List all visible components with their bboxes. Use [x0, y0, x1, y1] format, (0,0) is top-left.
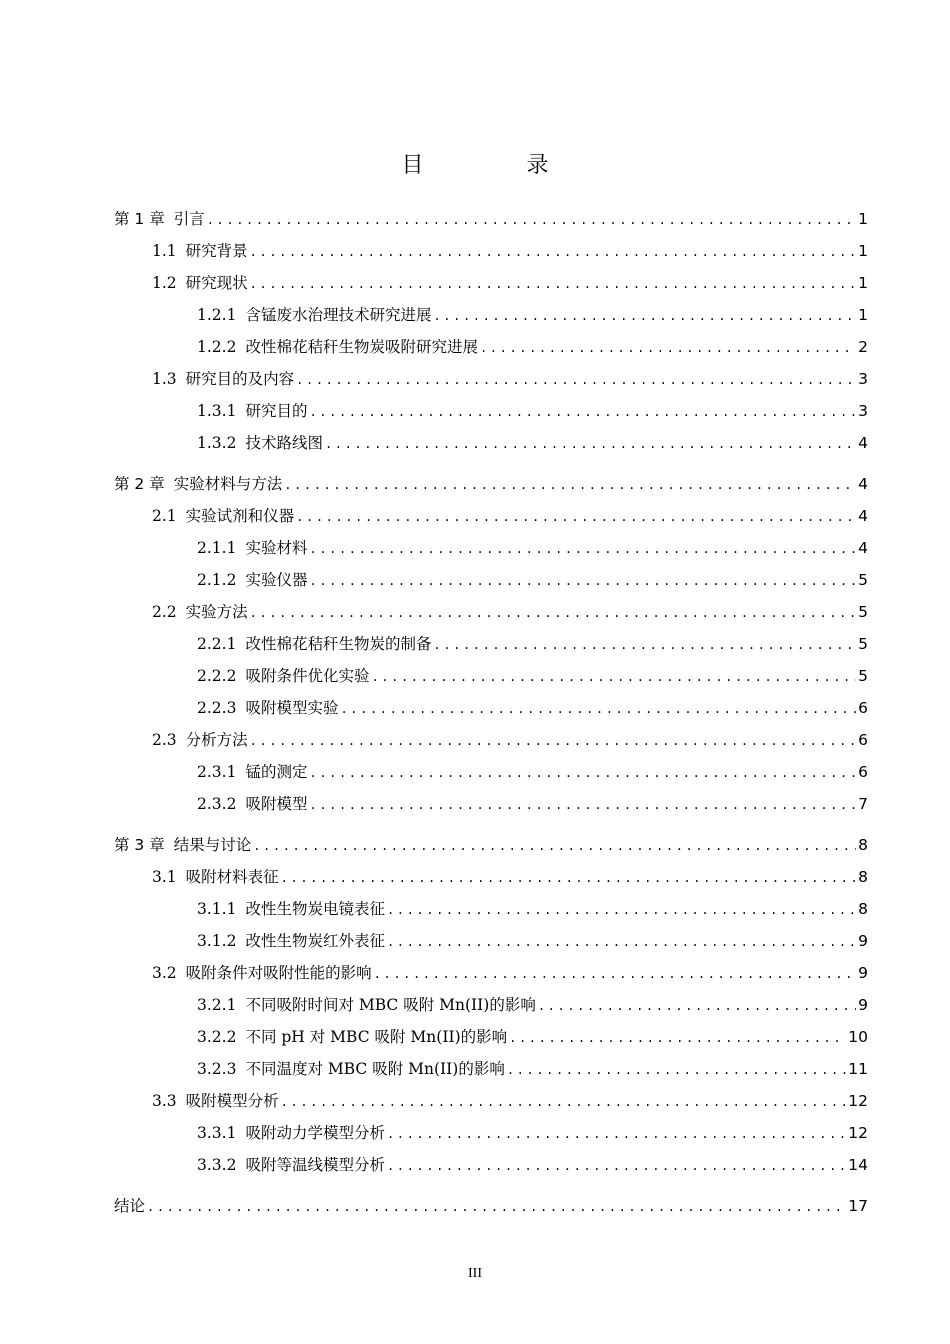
toc-entry-page: 1	[858, 306, 868, 324]
toc-entry-page: 8	[858, 836, 868, 854]
toc-entry-number: 3.2	[152, 964, 177, 982]
toc-entry-number: 第 1 章	[114, 210, 165, 228]
toc-entry-number: 2.1.2	[197, 571, 237, 589]
dot-leader	[250, 731, 856, 751]
toc-entry-title: 吸附模型实验	[245, 699, 339, 717]
toc-entry-title: 技术路线图	[245, 434, 323, 452]
dot-leader	[387, 1124, 846, 1144]
dot-leader	[147, 1197, 846, 1217]
toc-entry-number: 1.3.1	[197, 402, 237, 420]
toc-entry-number: 1.1	[152, 242, 177, 260]
toc-entry-number: 1.2.1	[197, 306, 237, 324]
dot-leader	[309, 402, 856, 422]
toc-entry-page: 5	[858, 571, 868, 589]
toc-entry-title: 研究目的及内容	[185, 370, 295, 388]
toc-entry-number: 3.1.2	[197, 932, 237, 950]
dot-leader	[433, 635, 856, 655]
dot-leader	[371, 667, 856, 687]
toc-entry[interactable]	[114, 1196, 868, 1217]
toc-entry-title: 实验方法	[185, 603, 248, 621]
dot-leader	[253, 836, 856, 856]
toc-entry-page: 8	[858, 900, 868, 918]
toc-entry-title: 结论	[114, 1197, 146, 1215]
toc-entry[interactable]	[197, 337, 868, 358]
toc-entry-page: 6	[858, 731, 868, 749]
toc-entry[interactable]	[197, 794, 868, 815]
dot-leader	[309, 539, 856, 559]
dot-leader	[480, 338, 856, 358]
toc-entry-page: 10	[848, 1028, 868, 1046]
toc-entry-title: 改性生物炭红外表征	[245, 932, 385, 950]
toc-entry-title: 引言	[173, 210, 205, 228]
toc-entry[interactable]	[197, 931, 868, 952]
toc-entry-page: 3	[858, 370, 868, 388]
toc-entry-number: 3.3.1	[197, 1124, 237, 1142]
toc-entry[interactable]	[197, 401, 868, 422]
dot-leader	[250, 274, 856, 294]
toc-entry-number: 第 3 章	[114, 836, 165, 854]
toc-entry-page: 6	[858, 763, 868, 781]
toc-entry-title: 吸附等温线模型分析	[245, 1156, 385, 1174]
toc-entry-number: 3.2.1	[197, 996, 237, 1014]
toc-entry-number: 2.2.3	[197, 699, 237, 717]
dot-leader	[433, 306, 856, 326]
toc-entry-title: 改性棉花秸秆生物炭的制备	[245, 635, 432, 653]
toc-entry[interactable]	[114, 209, 868, 230]
toc-entry-page: 8	[858, 868, 868, 886]
toc-entry[interactable]	[197, 305, 868, 326]
toc-entry[interactable]	[197, 698, 868, 719]
toc-entry-number: 2.3.1	[197, 763, 237, 781]
toc-entry-page: 1	[858, 274, 868, 292]
toc-entry-page: 9	[858, 996, 868, 1014]
toc-entry[interactable]	[197, 1155, 868, 1176]
toc-entry-number: 1.2.2	[197, 338, 237, 356]
toc-entry[interactable]	[197, 666, 868, 687]
toc-entry-page: 4	[858, 475, 868, 493]
toc-entry-page: 12	[848, 1124, 868, 1142]
toc-entry-page: 5	[858, 603, 868, 621]
toc-entry[interactable]	[197, 538, 868, 559]
dot-leader	[284, 475, 856, 495]
toc-entry-title: 吸附模型分析	[185, 1092, 279, 1110]
toc-entry-number: 3.2.2	[197, 1028, 237, 1046]
toc-entry-title: 不同温度对 MBC 吸附 Mn(II)的影响	[245, 1060, 505, 1078]
toc-entry-title: 吸附材料表征	[185, 868, 279, 886]
dot-leader	[250, 603, 856, 623]
toc-entry[interactable]	[152, 730, 868, 751]
toc-entry[interactable]	[152, 273, 868, 294]
toc-entry-page: 4	[858, 507, 868, 525]
toc-entry-title: 不同吸附时间对 MBC 吸附 Mn(II)的影响	[245, 996, 536, 1014]
toc-entry-page: 5	[858, 667, 868, 685]
toc-entry[interactable]	[152, 506, 868, 527]
toc-entry[interactable]	[152, 963, 868, 984]
toc-entry-page: 9	[858, 932, 868, 950]
toc-entry-page: 3	[858, 402, 868, 420]
toc-entry-title: 结果与讨论	[173, 836, 252, 854]
toc-entry-number: 2.2	[152, 603, 177, 621]
toc-entry[interactable]	[152, 867, 868, 888]
toc-entry-number: 3.3.2	[197, 1156, 237, 1174]
dot-leader	[309, 571, 856, 591]
toc-entry-number: 2.3	[152, 731, 177, 749]
toc-entry-title: 吸附条件对吸附性能的影响	[185, 964, 372, 982]
dot-leader	[340, 699, 856, 719]
toc-entry-title: 含锰废水治理技术研究进展	[245, 306, 432, 324]
toc-entry-page: 5	[858, 635, 868, 653]
dot-leader	[387, 932, 856, 952]
dot-leader	[387, 900, 856, 920]
toc-entry-title: 研究目的	[245, 402, 308, 420]
page-number-footer: III	[468, 1266, 482, 1281]
toc-entry[interactable]	[197, 634, 868, 655]
toc-entry-page: 1	[858, 242, 868, 260]
toc-entry-number: 3.2.3	[197, 1060, 237, 1078]
toc-entry-title: 分析方法	[185, 731, 248, 749]
toc-entry-page: 4	[858, 539, 868, 557]
dot-leader	[507, 1060, 846, 1080]
toc-entry-title: 研究背景	[185, 242, 248, 260]
dot-leader	[296, 507, 856, 527]
toc-entry[interactable]	[152, 602, 868, 623]
toc-entry[interactable]	[197, 1027, 868, 1048]
toc-entry-number: 2.1	[152, 507, 177, 525]
toc-entry-page: 17	[848, 1197, 868, 1215]
toc-entry-number: 第 2 章	[114, 475, 165, 493]
toc-entry[interactable]	[152, 1091, 868, 1112]
dot-leader	[309, 795, 856, 815]
toc-entry-number: 3.1.1	[197, 900, 237, 918]
toc-entry-number: 3.3	[152, 1092, 177, 1110]
toc-entry[interactable]	[197, 995, 868, 1016]
toc-entry[interactable]	[152, 241, 868, 262]
toc-entry-page: 7	[858, 795, 868, 813]
toc-entry-number: 1.2	[152, 274, 177, 292]
toc-entry[interactable]	[197, 1059, 868, 1080]
toc-entry-page: 14	[848, 1156, 868, 1174]
toc-entry-number: 2.1.1	[197, 539, 237, 557]
toc-entry[interactable]	[152, 369, 868, 390]
toc-entry-page: 11	[848, 1060, 868, 1078]
toc-entry-title: 改性棉花秸秆生物炭吸附研究进展	[245, 338, 478, 356]
toc-entry-title: 实验仪器	[245, 571, 308, 589]
toc-entry[interactable]	[114, 835, 868, 856]
dot-leader	[250, 242, 856, 262]
toc-entry-number: 1.3	[152, 370, 177, 388]
dot-leader	[281, 868, 856, 888]
toc-entry[interactable]	[197, 762, 868, 783]
toc-entry-number: 3.1	[152, 868, 177, 886]
toc-entry-number: 2.3.2	[197, 795, 237, 813]
page-title: 目 录	[401, 153, 597, 178]
toc-entry-title: 实验材料	[245, 539, 308, 557]
toc-entry[interactable]	[197, 433, 868, 454]
toc-entry[interactable]	[197, 899, 868, 920]
toc-entry-number: 2.2.1	[197, 635, 237, 653]
toc-entry-title: 吸附动力学模型分析	[245, 1124, 385, 1142]
toc-entry-title: 研究现状	[185, 274, 248, 292]
toc-entry-page: 6	[858, 699, 868, 717]
dot-leader	[509, 1028, 846, 1048]
dot-leader	[309, 763, 856, 783]
toc-entry-page: 2	[858, 338, 868, 356]
toc-entry-title: 实验材料与方法	[173, 475, 283, 493]
dot-leader	[296, 370, 856, 390]
toc-entry[interactable]	[197, 1123, 868, 1144]
dot-leader	[538, 996, 856, 1016]
toc-entry-title: 锰的测定	[245, 763, 308, 781]
toc-entry-title: 吸附模型	[245, 795, 308, 813]
toc-entry-page: 1	[858, 210, 868, 228]
toc-entry-title: 吸附条件优化实验	[245, 667, 370, 685]
dot-leader	[325, 434, 856, 454]
toc-entry-number: 2.2.2	[197, 667, 237, 685]
dot-leader	[281, 1092, 847, 1112]
dot-leader	[374, 964, 856, 984]
toc-entry-title: 不同 pH 对 MBC 吸附 Mn(II)的影响	[245, 1028, 508, 1046]
toc-entry[interactable]	[197, 570, 868, 591]
toc-entry-title: 改性生物炭电镜表征	[245, 900, 385, 918]
toc-entry-page: 4	[858, 434, 868, 452]
toc-entry-page: 12	[848, 1092, 868, 1110]
toc-entry-number: 1.3.2	[197, 434, 237, 452]
dot-leader	[387, 1156, 846, 1176]
toc-entry-page: 9	[858, 964, 868, 982]
dot-leader	[207, 210, 856, 230]
toc-entry[interactable]	[114, 474, 868, 495]
toc-entry-title: 实验试剂和仪器	[185, 507, 295, 525]
